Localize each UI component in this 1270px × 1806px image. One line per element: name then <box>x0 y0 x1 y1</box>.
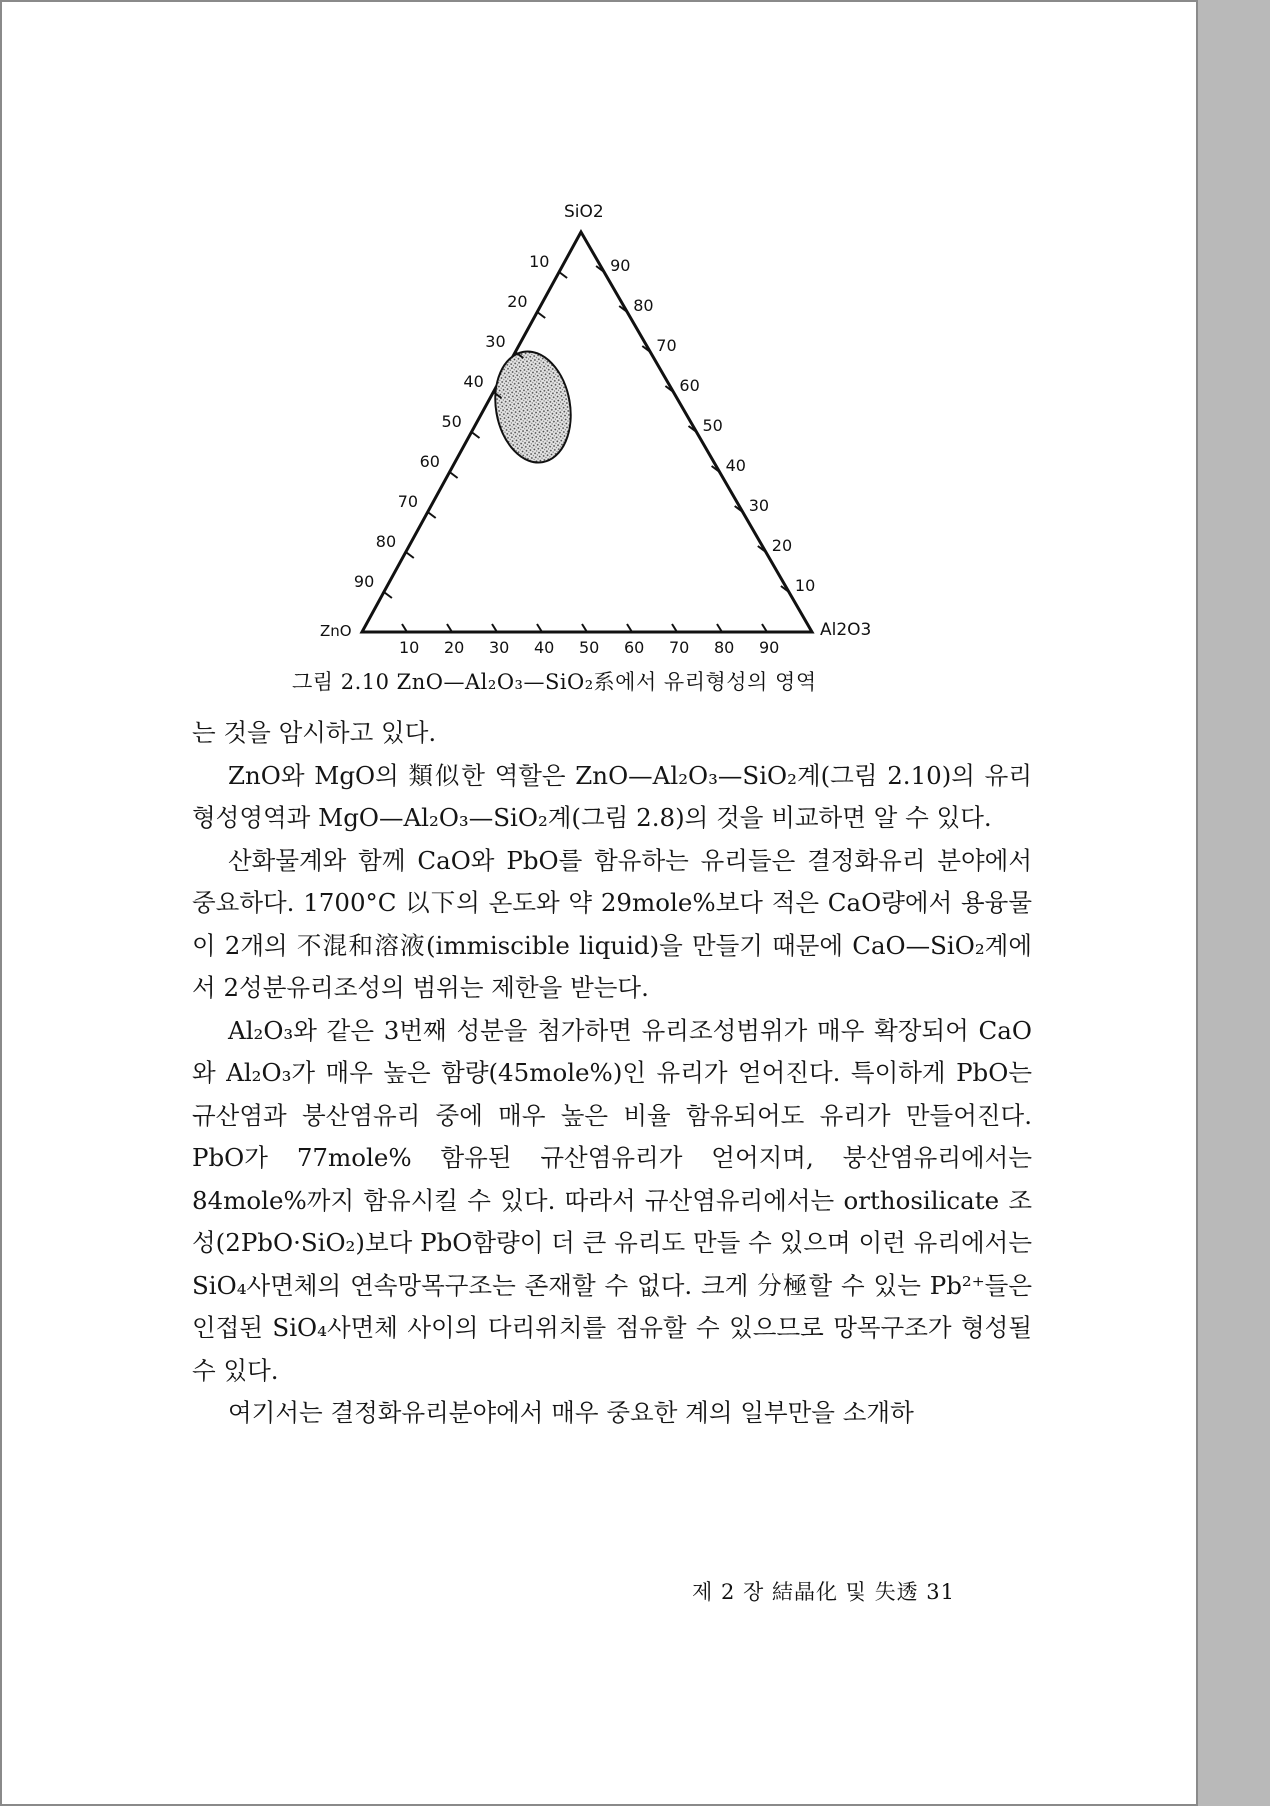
bottom-tick-label: 70 <box>669 638 690 657</box>
vertex-label-al2o3: Al2O3 <box>820 620 872 640</box>
left-tick-label: 50 <box>441 412 462 431</box>
paragraph: 여기서는 결정화유리분야에서 매우 중요한 계의 일부만을 소개하 <box>228 1398 914 1427</box>
tick-mark <box>384 592 392 598</box>
bottom-tick-label: 30 <box>489 638 510 657</box>
right-tick-label: 80 <box>633 296 654 315</box>
bottom-tick-label: 80 <box>714 638 735 657</box>
right-tick-label: 30 <box>748 496 770 515</box>
left-tick-label: 70 <box>397 492 419 511</box>
left-tick-label: 20 <box>507 292 528 311</box>
paragraph: ZnO와 MgO의 類似한 역할은 ZnO—Al₂O₃—SiO₂계(그림 2.10)의 유리형성영역과 MgO—Al₂O₃—SiO₂계(그림 2.8)의 것을 비교하면 알 수 있다. <box>192 760 1032 832</box>
left-tick-label: 80 <box>375 532 397 551</box>
tick-mark <box>537 312 545 318</box>
bottom-tick-label: 50 <box>579 638 600 657</box>
paragraph: Al₂O₃와 같은 3번째 성분을 첨가하면 유리조성범위가 매우 확장되어 CaO와 Al₂O₃가 매우 높은 함량(45mole%)인 유리가 얻어진다. 특이하게 PbO는 규산염과 붕산염유리 중에 매우 높은 비율 함유되어도 유리가 만들어진다. PbO가 77mole% 함유된 규산염유리가 얻어지며, 붕산염유리에서는 84mole%까지 함유시킬 수 있다. 따라서 규산염유리에서는 orthosilicate 조성(2PbO·SiO₂)보다 PbO함량이 더 큰 유리도 만들 수 있으며 이런 유리에서는 SiO₄사면체의 연속망목구조는 존재할 수 없다. 크게 分極할 수 있는 Pb²⁺들은 인접된 SiO₄사면체 사이의 다리위치를 점유할 수 있으므로 망목구조가 형성될 수 있다. <box>192 1015 1032 1385</box>
paragraph: 는 것을 암시하고 있다. <box>192 718 437 747</box>
triangle-outline <box>362 232 812 632</box>
left-tick-label: 40 <box>463 372 484 391</box>
right-tick-label: 90 <box>610 256 631 275</box>
right-tick-label: 50 <box>702 416 723 435</box>
apex-label-sio2: SiO2 <box>564 202 604 222</box>
body-text <box>192 712 1032 1435</box>
right-tick-label: 20 <box>771 536 793 555</box>
vertex-label-zno: ZnO <box>320 622 352 640</box>
ternary-diagram <box>302 192 902 702</box>
left-tick-label: 10 <box>529 252 550 271</box>
bottom-tick-label: 10 <box>399 638 420 657</box>
page-edge-shadow <box>1198 0 1270 1806</box>
paragraph: 산화물계와 함께 CaO와 PbO를 함유하는 유리들은 결정화유리 분야에서 중요하다. 1700°C 以下의 온도와 약 29mole%보다 적은 CaO량에서 용융물이 2개의 不混和溶液(immiscible liquid)을 만들기 때문에 CaO—SiO₂계에서 2성분유리조성의 범위는 제한을 받는다. <box>192 845 1032 1002</box>
right-tick-label: 10 <box>794 576 816 595</box>
tick-mark <box>472 432 480 438</box>
left-tick-label: 90 <box>353 572 375 591</box>
bottom-tick-label: 60 <box>624 638 645 657</box>
tick-mark <box>559 272 567 278</box>
bottom-tick-label: 90 <box>759 638 780 657</box>
tick-mark <box>428 512 436 518</box>
left-tick-label: 30 <box>485 332 506 351</box>
tick-mark <box>450 472 458 478</box>
left-tick-label: 60 <box>419 452 440 471</box>
glass-forming-region <box>487 345 579 468</box>
right-tick-label: 60 <box>679 376 700 395</box>
page-footer: 제 2 장 結晶化 및 失透 31 <box>692 1580 955 1604</box>
bottom-tick-label: 40 <box>534 638 555 657</box>
tick-mark <box>406 552 414 558</box>
figure-caption: 그림 2.10 ZnO—Al₂O₃—SiO₂系에서 유리형성의 영역 <box>292 670 817 694</box>
tick-marks <box>384 266 789 632</box>
right-tick-label: 40 <box>725 456 746 475</box>
ternary-diagram-svg <box>302 192 902 702</box>
right-tick-label: 70 <box>656 336 677 355</box>
bottom-tick-label: 20 <box>444 638 465 657</box>
